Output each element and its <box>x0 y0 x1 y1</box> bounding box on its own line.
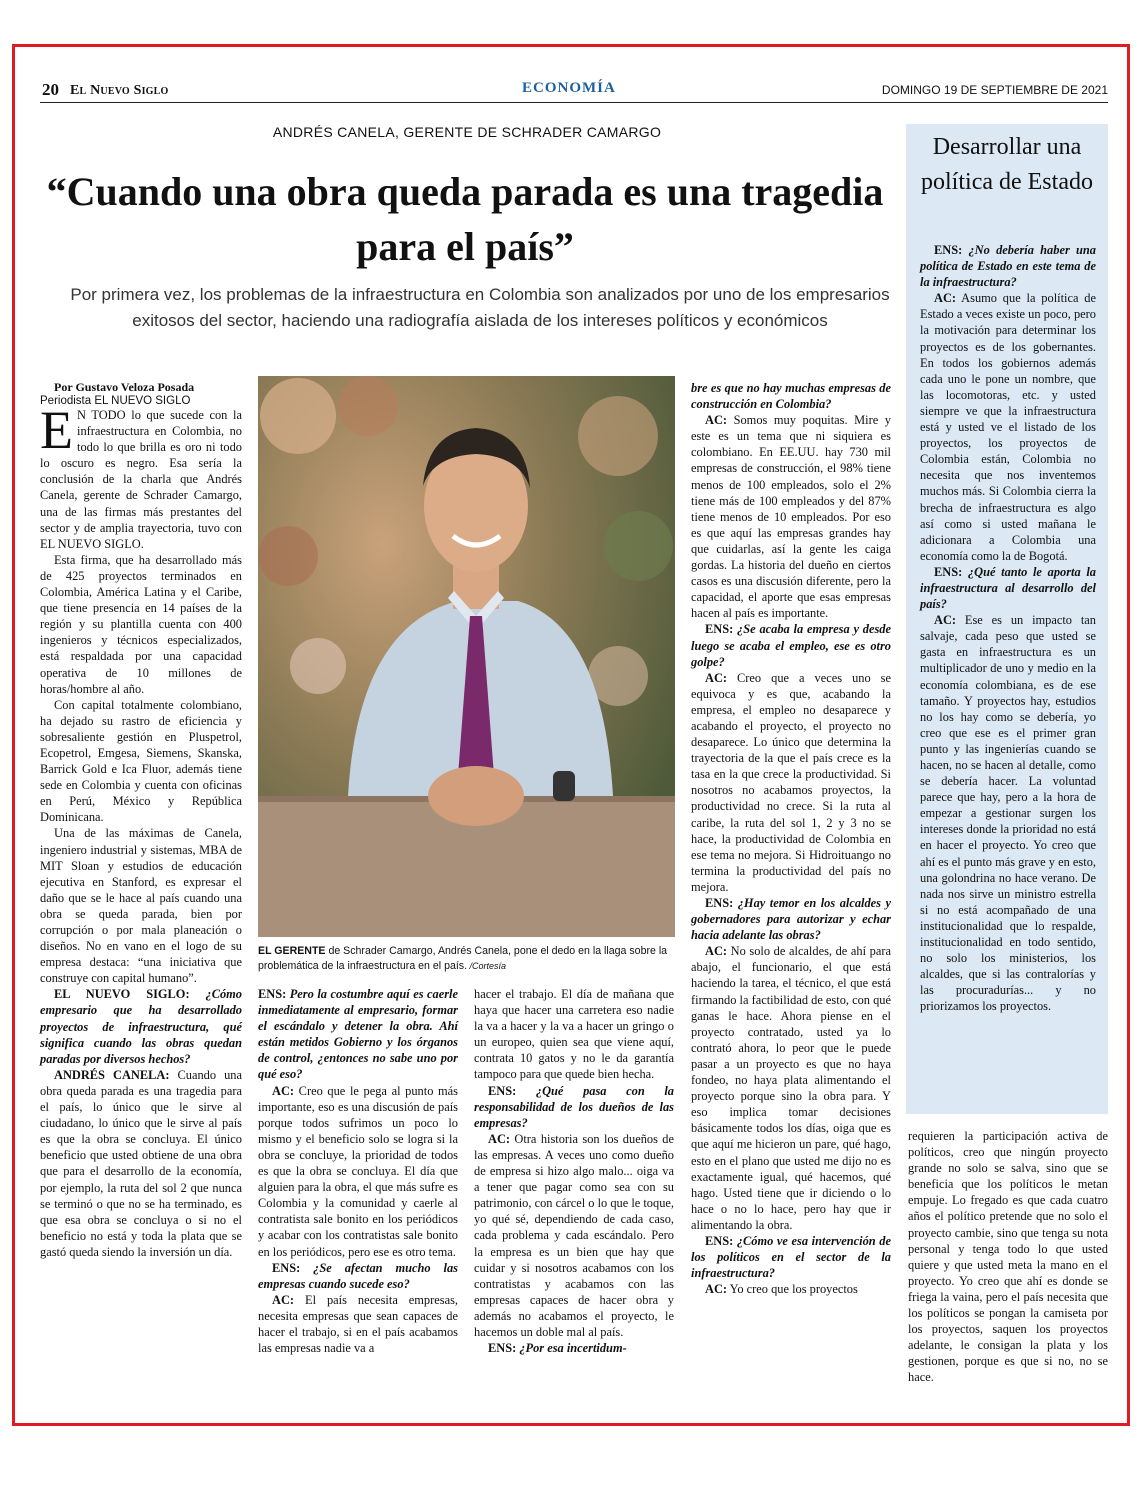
question: ENS: ¿Por esa incertidum- <box>488 1341 627 1356</box>
question: ENS: ¿Se afectan mucho las empresas cuando sucede eso? <box>258 1260 458 1291</box>
answer: AC: Ese es un impacto tan salvaje, cada peso que usted se gasta en infraestructura es un multiplicador de uno y medio en la economía colombiana, es de ese tamaño. Y proyectos hay, estudios no los hay como se debería, yo creo que ese es el primer gran punto y las ingenierías cuando se hacen, no se hacen al detalle, como se debería hacer. La voluntad parece que hay, pero a la hora de empezar a gestionar surgen los intereses donde la prioridad no está en hacer el proyecto. Yo creo que ahí es el punto más grave y en esto, una golondrina no hace verano. De nada nos sirve un ministro estrella si no está acompañado de una institucionalidad que lo respalde, institucionalidad en todo sentido, no solo los ministerios, los alcaldes, que si las contralorías y las procuradurías... y no priorizamos los proyectos. <box>920 613 1096 1014</box>
article-kicker: ANDRÉS CANELA, GERENTE DE SCHRADER CAMARGO <box>272 124 662 140</box>
answer: AC: Asumo que la política de Estado a veces existe un poco, pero la motivación para determinar los proyectos es de los gobernantes. En todos los gobiernos además cada uno le pone un nombre, que las locomotoras, etc. y usted siempre ve que la infraestructura está y usted ve el listado de los proyectos, los proyectos de Colombia están, Colombia no necesita que nos inventemos muchos más. Si Colombia cierra la brecha de infraestructura es algo así como si usted mañana le adicionara a Colombia una economía como la de Bogotá. <box>920 291 1096 563</box>
sidebar-title: Desarrollar una política de Estado <box>921 134 1093 195</box>
article-column-3 <box>474 986 674 1356</box>
answer: AC: No solo de alcaldes, de ahí para abajo, el funcionario, el que está haciendo la tarea, el técnico, el que está firmando la factibilidad de esto, con qué ganas le hace. Ahora piense en el proyecto contratado, usted ya lo contrató ahora, lo peor que le puede pasar a un proyecto es que no haya fondeo, no haya plata alimentando el proyecto porque sino la obra para. Y eso implica tomar decisiones básicamente todos los días, oiga que es que aquí me hicieron un pare, qué hago, esto en el plano que usted me dijo no es exactamente igual, qué hacemos, qué hago. Usted tiene que ir diciendo o lo hace o no lo hace, pero hay que ir alimentando la obra. <box>691 944 891 1232</box>
answer: AC: Creo que a veces uno se equivoca y es que, acabando la empresa, el empleo no desaparece y acabando el proyecto, el proyecto no desaparece. Lo único que determina la trayectoria de la que el país crece es la tasa en la que crece la productividad. Si nosotros no acabamos proyectos, la productividad no crece. Si la ruta al caribe, la ruta del sol 1, 2 y 3 no se hace, la productividad de Colombia en ese tema no mejora. Si Hidroituango no termina la productividad del país no mejora. <box>691 670 891 894</box>
paragraph: Una de las máximas de Canela, ingeniero industrial y sistemas, MBA de MIT Sloan y estudios de educación ejecutiva en Stanford, es expresar el daño que se le hace al país cuando una obra se queda parada, bien por corrupción o por mala planeación o diseños. No en vano en el logo de su empresa destaca: “una iniciativa que construye con capital humano”. <box>40 826 242 986</box>
question: bre es que no hay muchas empresas de construcción en Colombia? <box>691 381 891 412</box>
page-number: 20 <box>42 80 59 99</box>
article-column-5 <box>908 1128 1108 1386</box>
photo-illustration <box>258 376 675 937</box>
question: ENS: ¿No debería haber una política de Estado en este tema de la infraestructura? <box>920 243 1096 290</box>
drop-cap: E <box>40 400 73 460</box>
article-column-2 <box>258 986 458 1356</box>
paragraph: Esta firma, que ha desarrollado más de 425 proyectos terminados en Colombia, América Latina y el Caribe, que tiene presencia en 14 países de la región y su plantilla cuenta con 400 ingenieros y técnicos especializados, está respaldada por una capacidad operativa de 10 millones de horas/hombre al año. <box>40 552 242 696</box>
header-rule <box>40 102 1108 103</box>
answer: AC: El país necesita empresas, necesita empresas que sean capaces de hacer el trabajo, si en el país acabamos las empresas nadie va a <box>258 1292 458 1356</box>
issue-date: DOMINGO 19 DE SEPTIEMBRE DE 2021 <box>881 83 1108 97</box>
newspaper-name: El Nuevo Siglo <box>70 83 169 98</box>
interviewee-photo <box>258 376 675 937</box>
article-column-1 <box>40 380 242 1260</box>
article-subtitle: Por primera vez, los problemas de la infraestructura en Colombia son analizados por uno de los empresarios exitosos del sector, haciendo una radiografía aislada de los intereses políticos y económicos <box>70 285 890 330</box>
article-title: “Cuando una obra queda parada es una tragedia para el país” <box>46 169 884 269</box>
question: ENS: ¿Hay temor en los alcaldes y gobernadores para autorizar y echar hacia adelante las obras? <box>691 896 891 943</box>
answer: ANDRÉS CANELA: Cuando una obra queda parada es una tragedia para el país, lo único que le sirve al ciudadano, lo único que le sirve al país es que la obra se concluya. El único beneficio que usted obtiene de una obra que para el desarrollo de la economía, por ejemplo, la ruta del sol 2 que nunca se terminó o que no se ha terminado, es que esa obra se concluya o si no el beneficio no está y toda la plata que se gastó queda siendo la inversión un día. <box>40 1067 242 1259</box>
paragraph: Con capital totalmente colombiano, ha dejado su rastro de eficiencia y sobresaliente gestión en Pluspetrol, Ecopetrol, Emgesa, Siemens, Skanska, Barrick Gold e Ica Fluor, además tiene sede en Colombia y cuenta con oficinas en Perú, México y República Dominicana. <box>40 697 242 825</box>
question: ENS: ¿Qué pasa con la responsabilidad de los dueños de las empresas? <box>474 1083 674 1130</box>
photo-caption: EL GERENTE de Schrader Camargo, Andrés Canela, pone el dedo en la llaga sobre la problemática de la infraestructura en el país. /Cortesía <box>258 945 668 972</box>
question: EL NUEVO SIGLO: ¿Cómo empresario que ha desarrollado proyectos de infraestructura, qué significa cuando las obras quedan paradas por diversos hechos? <box>40 987 242 1066</box>
answer: AC: Yo creo que los proyectos <box>705 1282 858 1297</box>
article-column-4 <box>691 380 891 1297</box>
question: ENS: ¿Qué tanto le aporta la infraestructura al desarrollo del país? <box>920 564 1096 612</box>
paragraph: requieren la participación activa de políticos, creo que ningún proyecto grande no solo se salva, sino que se beneficia que los políticos le metan empuje. Lo fregado es que cada cuatro años el político pretende que no solo el proyecto cambie, sino que tenga su nota personal y tenga todo lo que usted quiere y que usted meta la mano en el proyecto. Yo creo que ahí es donde se friega la vaina, pero el país necesita que los políticos se pongan la camiseta por los proyectos, saquen los proyectos adelante, le consigan la plata y los gestionen, porque es que si no, no se hace. <box>908 1129 1108 1385</box>
question: ENS: ¿Se acaba la empresa y desde luego se acaba el empleo, ese es otro golpe? <box>691 622 891 669</box>
question: ENS: Pero la costumbre aquí es caerle inmediatamente al empresario, formar el escándalo y detener la obra. Ahí están metidos Gobierno y los órganos de control, ¿entonces no sabe uno por qué eso? <box>258 987 458 1082</box>
byline-role: Periodista EL NUEVO SIGLO <box>40 395 191 407</box>
paragraph: hacer el trabajo. El día de mañana que haya que hacer una carretera eso nadie la va a hacer y la va a hacer un gringo o un europeo, quien sea que viene aquí, contrata 10 gatos y no le da garantía tampoco para que quede bien hecha. <box>474 987 674 1082</box>
byline: Por Gustavo Veloza Posada <box>54 380 195 394</box>
lead-paragraph: E N TODO lo que sucede con la infraestructura en Colombia, no todo lo que brilla es oro ni todo lo oscuro es negro. Esa sería la conclusión de la charla que Andrés Canela, gerente de Schrader Camargo, una de las firmas más prestantes del sector y de amplia trayectoria, tuvo con EL NUEVO SIGLO. <box>40 400 242 551</box>
answer: AC: Somos muy poquitas. Mire y este es un tema que ni siquiera es colombiano. En EE.UU. hay 730 mil empresas de construcción, el 98% tiene menos de 100 empleados, solo el 2% tiene más de 100 empleados y del 87% tiene menos de 10 empleados. Por eso es que aquí las empresas grandes hay que cuidarlas, así la gente les caiga gordas. La historia del dueño en ciertos casos es una discusión diferente, pero la capacidad, el aporte que esas empresas hacen al país es importante. <box>691 413 891 621</box>
question: ENS: ¿Cómo ve esa intervención de los políticos en el sector de la infraestructura? <box>691 1233 891 1281</box>
answer: AC: Creo que le pega al punto más importante, eso es una discusión de país porque todos sufrimos un poco lo mismo y el beneficio solo se logra si la obra se concluye, la prioridad de todos es que la obra se concluya. El día que alguien para la obra, el que más sufre es Colombia y la comunidad y caerle al contratista sale bonito en los periódicos y acabar con los contratistas sale bonito en los periódicos, pero ese es otro tema. <box>258 1083 458 1259</box>
sidebar-text <box>920 242 1096 1015</box>
section-label: ECONOMÍA <box>522 80 616 96</box>
answer: AC: Otra historia son los dueños de las empresas. A veces uno como dueño de empresa si hizo algo malo... oiga va a tener que pagar como sea con su patrimonio, con cárcel o lo que le toque, yo qué sé, dependiendo de cada caso, cada problema y cada escándalo. Pero la empresa es un bien que hay que cuidar y si nosotros acabamos con los contratistas y acabamos con las empresas capaces de hacer obra y además no acabamos el proyecto, le hacemos un doble mal al país. <box>474 1131 674 1339</box>
